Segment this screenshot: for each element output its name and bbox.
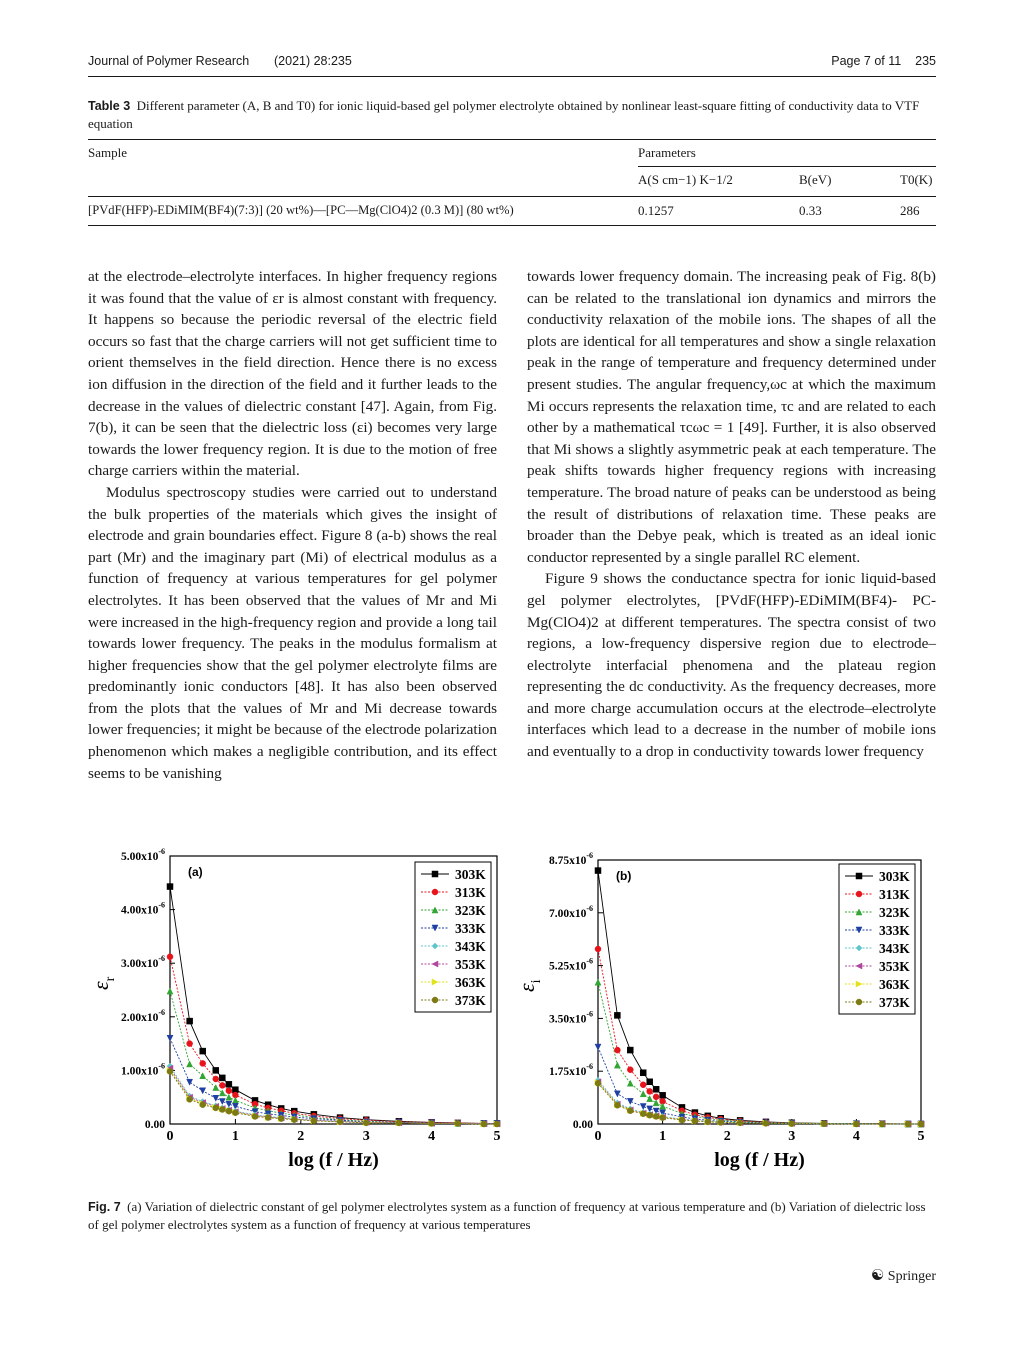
data-point [455,1120,461,1126]
data-point [705,1119,711,1125]
table-mid-rule [88,196,936,197]
data-point [640,1070,646,1076]
data-point [481,1121,487,1127]
y-axis-label: $\varepsilon_i$ [514,979,544,992]
data-point [187,1041,193,1047]
data-point [337,1119,343,1125]
data-point [219,1098,225,1104]
data-point [219,1075,225,1081]
x-tick-label: 2 [297,1129,305,1144]
data-point [614,1012,620,1018]
y-tick-label: $7.00x10^{-6}$ [548,903,593,920]
data-point [213,1105,219,1111]
data-point [187,1079,193,1085]
y-axis-label: $\varepsilon_r$ [88,976,118,990]
y-tick-label: $4.00x10^{-6}$ [120,900,165,917]
data-point [853,1121,859,1127]
data-point [640,1082,646,1088]
data-point [660,1115,666,1121]
legend-marker [432,997,438,1003]
data-point [614,1047,620,1053]
table-header-a: A(S cm−1) K−1/2 [638,172,733,187]
x-axis-label: log (f / Hz) [288,1149,379,1171]
data-point [363,1120,369,1126]
data-point [396,1120,402,1126]
series-line [170,1038,497,1123]
data-point [660,1103,666,1109]
figure-caption [88,1198,936,1233]
y-tick-label: $1.75x10^{-6}$ [548,1062,593,1079]
table-cell-b: 0.33 [799,203,822,218]
legend-entry: 353K [879,959,910,974]
legend-entry: 363K [879,977,910,992]
x-tick-label: 1 [231,1129,239,1144]
data-point [660,1092,666,1098]
x-tick-label: 0 [594,1129,602,1144]
x-tick-label: 2 [723,1129,731,1144]
panel-label: (a) [188,865,203,879]
y-tick-label: 0.00 [144,1119,165,1131]
table-header-sample: Sample [88,145,127,160]
header-rule [88,76,936,77]
data-point [278,1116,284,1122]
data-point [494,1121,500,1127]
legend [415,862,491,1012]
legend-entry: 303K [879,869,910,884]
table-sub-rule [638,166,936,167]
publisher-footer [871,1266,936,1285]
series-line [170,1070,497,1124]
legend-entry: 353K [455,957,486,972]
springer-icon: ☯ [870,1268,885,1284]
data-point [627,1098,633,1104]
table-caption [88,97,936,132]
legend [839,864,915,1014]
legend-entry: 313K [879,887,910,902]
y-tick-label: $5.25x10^{-6}$ [548,956,593,973]
data-point [627,1047,633,1053]
paragraph: at the electrode–electrolyte interfaces. In higher frequency regions it was found that the value of εr is almost constant with frequency. It happens so because the periodic reversal of the electric field occurs so fast that the charge carriers will not get sufficient time to orient themselves in the field direction. Hence there is no excess ion diffusion in the direction of the field and it further leads to the decrease in the values of dielectric constant [47]. Again, from Fig. 7(b), it can be seen that the dielectric loss (εi) becomes very large towards the lower frequency region. It is due to the motion of free charge carriers within the material. [88,268,497,480]
y-tick-label: $8.75x10^{-6}$ [548,851,593,867]
x-tick-label: 3 [362,1129,370,1144]
legend-entry: 373K [455,993,486,1008]
data-point [213,1076,219,1082]
legend-entry: 333K [455,921,486,936]
data-point [640,1104,646,1110]
data-point [737,1120,743,1126]
table-caption-text: Different parameter (A, B and T0) for ionic liquid-based gel polymer electrolyte obtained by nonlinear least-square fitting of conductivity data to VTF equation [88,98,920,131]
legend-entry: 303K [455,867,486,882]
data-point [821,1121,827,1127]
data-point [653,1086,659,1092]
citation: (2021) 28:235 [274,54,352,68]
chart-panel-a [88,848,501,1171]
data-point [226,1081,232,1087]
panel-label: (b) [616,869,632,883]
publisher-name: Springer [887,1269,936,1284]
data-point [595,868,601,874]
y-tick-label: $3.50x10^{-6}$ [548,1009,593,1026]
y-tick-label: $3.00x10^{-6}$ [120,954,165,971]
x-axis-label: log (f / Hz) [714,1149,805,1171]
running-header [88,54,936,72]
body-column-right [527,266,936,763]
legend-entry: 373K [879,995,910,1010]
x-tick-label: 4 [852,1129,860,1144]
data-point [219,1107,225,1113]
x-tick-label: 5 [917,1129,925,1144]
paragraph: Figure 9 shows the conductance spectra for ionic liquid-based gel polymer electrolytes, [PVdF(HFP)-EDiMIM(BF4)- PC-Mg(ClO4)2 at different temperatures. The spectra consist of two regions, a low-frequency dispersive region due to electrode–electrolyte interfacial phenomena and the plateau region representing the dc conductivity. As the frequency decreases, more and more charge accumulation occurs at the electrode–electrolyte interfaces which lead to a decrease in the number of mobile ions and eventually to a drop in conductivity towards lower frequency [527,570,936,761]
data-point [187,1096,193,1102]
series-line [170,1071,497,1124]
y-tick-label: $2.00x10^{-6}$ [120,1007,165,1024]
data-point [232,1110,238,1116]
data-point [627,1108,633,1114]
table-header-parameters: Parameters [638,145,696,160]
data-point [614,1102,620,1108]
y-tick-label: $5.00x10^{-6}$ [120,848,165,863]
data-point [918,1121,924,1127]
legend-entry: 343K [455,939,486,954]
table-cell-t0: 286 [900,203,920,218]
data-point [647,1079,653,1085]
legend-marker [856,999,862,1005]
data-point [167,988,173,994]
data-point [647,1088,653,1094]
chart-panel-b [514,851,925,1171]
data-point [614,1062,620,1068]
table-cell-a: 0.1257 [638,203,674,218]
table-label: Table 3 [88,99,131,113]
data-point [213,1095,219,1101]
data-point [291,1117,297,1123]
table-bottom-rule [88,225,936,226]
data-point [219,1082,225,1088]
data-point [640,1091,646,1097]
data-point [640,1111,646,1117]
data-point [200,1073,206,1079]
paragraph: towards lower frequency domain. The increasing peak of Fig. 8(b) can be related to the translational ion dynamics and mirrors the conductivity relaxation of the mobile ions. The shapes of all the plots are identical for all temperatures and show a single relaxation peak in the range of temperature and frequency determined under present studies. The angular frequency,ωc at which the maximum Mi occurs represents the relaxation time, τc and are related to each other by a mathematical τcωc = 1 [49]. Further, it is also observed that Mi shows a slightly asymmetric peak at each temperature. The peak shifts towards higher frequency regions with increasing temperature. The broad nature of peaks can be understood as being the result of distributions of relaxation time. These peaks are broader than the Debye peak, which is treated as an ideal ionic conductor represented by a single parallel RC element. [527,268,936,566]
data-point [627,1080,633,1086]
data-point [679,1117,685,1123]
data-point [167,954,173,960]
y-tick-label: 0.00 [572,1119,593,1131]
data-point [232,1097,238,1103]
figure-7 [80,848,944,1178]
table-cell-sample: [PVdF(HFP)-EDiMIM(BF4)(7:3)] (20 wt%)—[PC—Mg(ClO4)2 (0.3 M)] (80 wt%) [88,203,514,217]
table-header-b: B(eV) [799,172,832,187]
legend-marker [856,873,862,879]
data-point [252,1113,258,1119]
data-point [763,1120,769,1126]
data-point [213,1067,219,1073]
data-point [879,1121,885,1127]
data-point [200,1060,206,1066]
body-column-left [88,266,497,784]
data-point [265,1115,271,1121]
data-point [226,1088,232,1094]
data-point [905,1121,911,1127]
data-point [232,1087,238,1093]
data-point [647,1096,653,1102]
data-point [595,979,601,985]
data-point [653,1100,659,1106]
data-point [167,1035,173,1041]
legend-entry: 333K [879,923,910,938]
x-tick-label: 4 [428,1129,436,1144]
x-tick-label: 0 [166,1129,174,1144]
article-number: 235 [915,54,936,68]
data-point [692,1118,698,1124]
legend-marker [432,889,438,895]
page-number: Page 7 of 11 [831,54,902,68]
data-point [647,1112,653,1118]
data-point [789,1121,795,1127]
data-point [200,1088,206,1094]
data-point [595,1080,601,1086]
legend-entry: 323K [455,903,486,918]
data-point [595,1044,601,1050]
data-point [653,1113,659,1119]
x-tick-label: 1 [659,1129,667,1144]
legend-entry: 313K [455,885,486,900]
x-tick-label: 3 [788,1129,796,1144]
legend-entry: 363K [455,975,486,990]
data-point [187,1061,193,1067]
journal-name: Journal of Polymer Research [88,54,250,68]
data-point [595,946,601,952]
data-point [200,1048,206,1054]
figure-caption-text: (a) Variation of dielectric constant of gel polymer electrolytes system as a function of frequency at various temperature and (b) Variation of dielectric loss of gel polymer electrolytes system as a function of frequency at various temperatures [88,1199,926,1232]
y-tick-label: $1.00x10^{-6}$ [120,1061,165,1078]
legend-entry: 323K [879,905,910,920]
paragraph: Modulus spectroscopy studies were carried out to understand the bulk properties of the materials which gives the insight of electrode and grain boundaries effect. Figure 8 (a-b) shows the real part (Mr) and the imaginary part (Mi) of electrical modulus as a function of frequency at various temperatures for gel polymer electrolytes. It has been observed that the values of Mr and Mi were increased in the high-frequency region and provide a long tail towards lower frequency. The peaks in the modulus formalism at higher frequencies show that the gel polymer electrolyte films are predominantly ionic conductors [48]. It has also been observed from the plots that the values of Mr and Mi decrease towards lower frequencies; it might be because of the electrode polarization phenomenon which makes a negligible contribution, and its effect seems to be vanishing [88,483,497,782]
page-indicator [831,54,936,68]
data-point [167,1068,173,1074]
data-point [653,1094,659,1100]
data-point [311,1118,317,1124]
x-tick-label: 5 [493,1129,501,1144]
data-point [429,1120,435,1126]
data-point [187,1018,193,1024]
legend-marker [856,891,862,897]
data-point [718,1119,724,1125]
data-point [226,1108,232,1114]
data-point [200,1102,206,1108]
table-top-rule [88,139,936,140]
legend-marker [432,871,438,877]
data-point [167,884,173,890]
data-point [627,1067,633,1073]
data-point [614,1091,620,1097]
data-point [213,1085,219,1091]
table-header-t0: T0(K) [900,172,933,187]
legend-entry: 343K [879,941,910,956]
data-point [226,1094,232,1100]
figure-label: Fig. 7 [88,1200,121,1214]
